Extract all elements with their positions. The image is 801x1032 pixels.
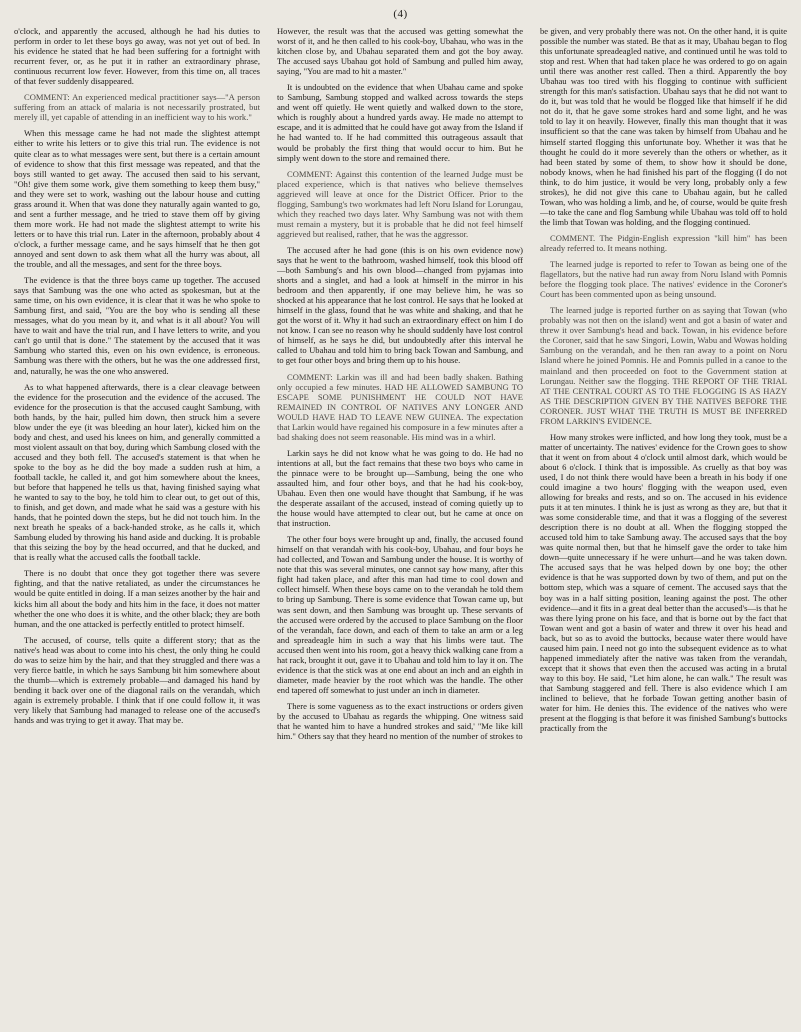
body-paragraph: As to what happened afterwards, there is a clear cleavage between the evidence for the prosecution and the evidence of the accused. The evidence for the prosecution is that the accused caught Sambung, with both hands, by the hair, pulled him down, then struck him a severe blow under the eye (it was bleeding an hour later), kicked him on the body and chest, and used his knees on him, and generally committed a most violent assault on that boy, during which Sambung closed with the accused and they both fell. The accused's statement is that when he spoke to the boy as he did the boy made a sudden rush at him, a football tackle, he called it, and got him somewhere about the knees, but before that happened he tells us that, having finished saying what he wanted to say to the boy, he told him to clear out, to get out of this, to finish, and get down, and made what he said was a gesture with his hands, that he pointed down the steps, but he did not touch him. In the next breath he speaks of a back-handed stroke, as he calls it, which Sambung eluded by throwing his hand aside and ducking. It is probable that this seizing the boy by the head occurred, and that he ducked, and that is really what the accused calls the football tackle. — [14, 381, 260, 563]
body-paragraph: The evidence is that the three boys came up together. The accused says that Sambung was the one who acted as spokesman, but at the same time, on his own evidence, it is clear that it was he who spoke to Sambung first, and said, "You are the boy who is sending all these messages, what do you mean by it, and what is it all about? You will have to wait and have the trial run, and I have letters to write, and you can't go until that is done." The statement by the accused that it was Sambung who started this, even on his own evidence, is erroneous. Sambung was there with the others, but he was the one addressed first, and, naturally, he was the one who answered. — [14, 275, 260, 376]
body-paragraph: The accused, of course, tells quite a different story; that as the native's head was about to come into his chest, the only thing he could do was to seize him by the hair, and that they struggled and there was a very fierce battle, in which he says Sambung bit him somewhere about the thumb—which is extremely probable—and damaged his hand by bending it back over one of the diagonal rails on the verandah, which again is extremely probable. I think that if one could follow it, it was very likely that Sambung had managed to release one of the accused's hands and was trying to get it away. That may be. — [14, 634, 260, 726]
body-paragraph: be given, and very probably there was not. On the other hand, it is quite possible the number was stated. Be that as it may, Ubahau began to flog this unfortunate spreadeagled native, and continued until he was told to stop and rest. When that had taken place he was ordered to go on again until there was another rest called. Then a third. Apparently the boy Ubahau was too tired with his flogging to continue with sufficient strength for this man's satisfaction. Ubahau says that he did not want to do it, but was told that he would be flogged like that himself if he did not do it, that he gave some strokes hard and some light, and he was told to lay it on heavily. However, finally this man thought that it was insufficient so that the cane was taken by himself from Ubahau and he himself started flogging this unfortunate boy. Whether it was that he thought he could do it more severely than the others or whether, as it had been stated by some of them, to show how it should be done, nobody knows, when he had finished his part of the flogging (I do not think, to do him justice, it would be very long, probably only a few strokes), he did not give this cane to Ubahau again, but he called Towan, who was holding a limb, and he, of course, would be quite fresh—to take the cane and flog Sambung while Ubahau was told off to hold the limb that Towan was holding, and the flogging continued. — [540, 26, 787, 227]
body-paragraph: When this message came he had not made the slightest attempt either to write his letters or to give this trial run. The evidence is not quite clear as to what messages were sent, but there is a certain amount of evidence to show that this first message was repeated, and that the boys still wanted to get away. The accused then said to his servant, "Oh! give them some work, give them something to keep them busy," and they were set to work, washing out the labour house and cutting grass around it. When that was done they naturally again wanted to go, and sent a further message, and he tried to stave them off by giving them more work. He had not made the slightest attempt to write his letters or to have this trial run. Later in the afternoon, probably about 4 o'clock, a further message came, and he says himself that he then got annoyed and sent down to ask them what all the hurry was about, all the trouble, and all the messages, and sent for the three boys. — [14, 128, 260, 270]
comment-paragraph: COMMENT: An experienced medical practitioner says—"A person suffering from an attack of malaria is not necessarily prostrated, but merely ill, yet capable of attending in an inefficient way to his work." — [14, 92, 260, 123]
comment-paragraph: COMMENT. The Pidgin-English expression "kill him" has been already referred to. It means nothing. — [540, 232, 787, 253]
body-paragraph: It is undoubted on the evidence that when Ubahau came and spoke to Sambung, Sambung stopped and walked across towards the steps and went off quietly. He went quietly and walked down to the store, which is roughly about a hundred yards away. He made no attempt to escape, and it is admitted that he could have got away from the Island if he had wanted to. If he had committed this outrageous assault that would be probably the first thing that would occur to him. But he simply went down to the store and remained there. — [277, 82, 523, 163]
page-number: (4) — [393, 8, 408, 20]
text-column-3 — [540, 26, 787, 1026]
body-paragraph: The accused after he had gone (this is on his own evidence now) says that he went to the bathroom, washed himself, took this blood off—both Sambung's and his own blood—changed from pyjamas into shorts and a singlet, and had a look at himself in the mirror in his bedroom and then apparently, if one may believe him, he was so shocked at his appearance that he lost control. He says that he looked at himself in the glass, found that he was white and shaking, and that he got the worst of it. Why it had such an extraordinary effect on him I do not know. I can see no reason why he should suddenly have lost control of himself, as he says he did, but undoubtedly after this interval he called to Ubahau and told him to bring back Towan and Sambung, and to get four other boys and bring them up to his house. — [277, 244, 523, 366]
text-column-1 — [14, 26, 260, 1026]
body-paragraph: The other four boys were brought up and, finally, the accused found himself on that verandah with his cook-boy, Ubahau, and four boys he had collected, and Towan and Sambung under the house. It is worthy of note that this was several minutes, one cannot say how many, after this fight had taken place, and after this man had time to cool down and collect himself. When these boys came on to the verandah he told them to bring up Sambung. There is some evidence that Towan came up, but was sent down, and then Sambung was brought up. These servants of the accused were ordered by the accused to place Sambung on the floor of the verandah, face down, and each of them to take an arm or a leg and spreadeagle him in such a way that his limbs were taut. The accused then went into his room, got a heavy thick walking cane from a hat rack, brought it out, gave it to Ubahau and told him to lay it on. The evidence is that the stick was at one end about an inch and an eighth in diameter, made heavier by the root which was the handle. The other end tapered off somewhat to just under an inch in diameter. — [277, 534, 523, 695]
body-paragraph: There is some vagueness as to the exact instructions or orders given by the accused to Ubahau as regards the whipping. One witness said that he wanted him to have a hundred strokes and said,' "Me like kill him." Others say that they heard no mention of the number of strokes to — [277, 700, 523, 742]
body-paragraph: o'clock, and apparently the accused, although he had his duties to perform in order to let these boys go away, was not yet out of bed. In his evidence he stated that he had been suffering for a fortnight with recurrent fever, or, as he put it in rather an extraordinary phrase, continuous recurrent low fever. However, from this time on, all traces of that fever suddenly disappeared. — [14, 26, 260, 87]
comment-paragraph: COMMENT: Larkin was ill and had been badly shaken. Bathing only occupied a few minutes. HAD HE ALLOWED SAMBUNG TO ESCAPE SOME PUNISHMENT HE COULD NOT HAVE REMAINED IN CONTROL OF NATIVES ANY LONGER AND WOULD HAVE HAD TO LEAVE NEW GUINEA. The expectation that Larkin would have regained his composure in a few minutes after a bad shaking does not seem reasonable. His mind was in a whirl. — [277, 371, 523, 442]
comment-paragraph: COMMENT: Against this contention of the learned Judge must be placed experience, which is that natives who believe themselves aggrieved will leave at once for the District Officer. Prior to the flogging, Sambung's two workmates had left Noru Island for Lorungau, which they reached two days later. Why Sambung was not with them must remain a mystery, but it is probable that he did not feel himself aggrieved but realised, rather, that he was the aggressor. — [277, 168, 523, 239]
text-column-2 — [277, 26, 523, 1026]
comment-paragraph: The learned judge is reported further on as saying that Towan (who probably was not then on the island) went and got a basin of water and threw it over Sambung's head and back. Towan, in his evidence before the Coroner, said that he saw Singori, Lowin, Wabu and Wowas holding Sambung on the verandah, and he then ran away to a point on Noru Island where he joined Pomnis. He and Pomnis pulled in a canoe to the mainland and then proceeded on foot to the Government station at Lorungau. Neither saw the flogging. THE REPORT OF THE TRIAL AT THE CENTRAL COURT AS TO THE FLOGGING IS AS HAZY AS THE DESCRIPTION GIVEN BY THE NATIVES BEFORE THE CORONER. JUST WHAT THE TRUTH IS MUST BE INFERRED FROM LARKIN'S EVIDENCE. — [540, 305, 787, 426]
body-paragraph: There is no doubt that once they got together there was severe fighting, and that the native retaliated, as under the circumstances he would be quite entitled in doing. If a man seizes another by the hair and kicks him all about the body and hits him in the face, it does not matter whether the one who does it is white, and the other black; they are both human, and the one attacked is perfectly entitled to protect himself. — [14, 568, 260, 629]
body-paragraph: Larkin says he did not know what he was going to do. He had no intentions at all, but the fact remains that these two boys who came in the pinnace were to be brought up—Sambung, being the one who assaulted him, and four other boys, and that he had his cook-boy, Ubahau. Even then one would have thought that Sambung, if he was the desperate assailant of the accused, instead of coming quietly up to the house would have attempted to clear out, but he came at once on that instruction. — [277, 447, 523, 529]
body-paragraph: How many strokes were inflicted, and how long they took, must be a matter of uncertainty. The natives' evidence for the Crown goes to show that it went on from about 4 o'clock until almost dark, which would be about 6 o'clock. I think that is impossible. As cruelly as that boy was used, I do not think there would have been a breath in his body if one could imagine a two hours' flogging with the weapon used, even allowing for breaks and rests, and so on. The accused in his evidence puts it at ten minutes. I think he is just as wrong as they are, but that it was some considerable time, and that it was a flogging of the severest description there is no doubt at all. When the flogging stopped the accused told him to take Sambung away. The accused says that the boy was quite normal then, but that he himself gave the order to take him down—quite unnecessary if he were unhurt—and he was taken down. The accused says that he was helped down by one boy; the other evidence is that he was supported down by two of them, and put on the bottom step, which was a square of cement. The accused says that the boy was in a half sitting position, leaning against the post. The other evidence—and it fits in a great deal better than the accused's—is that he was there lying prone on his face, and that is borne out by the fact that Towan went and got a basin of water and threw it over his head and back, but so as to avoid the buttocks, because water there would have caused him pain. I need not go into the subsequent evidence as to what happened immediately after the native was taken from the verandah, except that it shows that even then the accused was acting in a brutal way to this boy. He said, "Let him alone, he can walk." The result was that Sambung staggered and fell. There is also evidence which I am inclined to believe, that he forbade Towan getting another basin of water for him. He denies this. The evidence of the natives who were present at the flogging is that before it was finished Sambung's buttocks practically from the — [540, 431, 787, 734]
comment-paragraph: The learned judge is reported to refer to Towan as being one of the flagellators, but the native had run away from Noru Island with Pomnis before the flogging took place. The natives' evidence in the Coroner's Court has been commented upon as being unsound. — [540, 259, 787, 300]
body-paragraph: However, the result was that the accused was getting somewhat the worst of it, and he then called to his cook-boy, Ubahau, who was in the kitchen close by, and Ubahau separated them and got the boy away. The accused says Ubahau got hold of Sambung and pulled him away, saying, "You are mad to hit a master." — [277, 26, 523, 77]
